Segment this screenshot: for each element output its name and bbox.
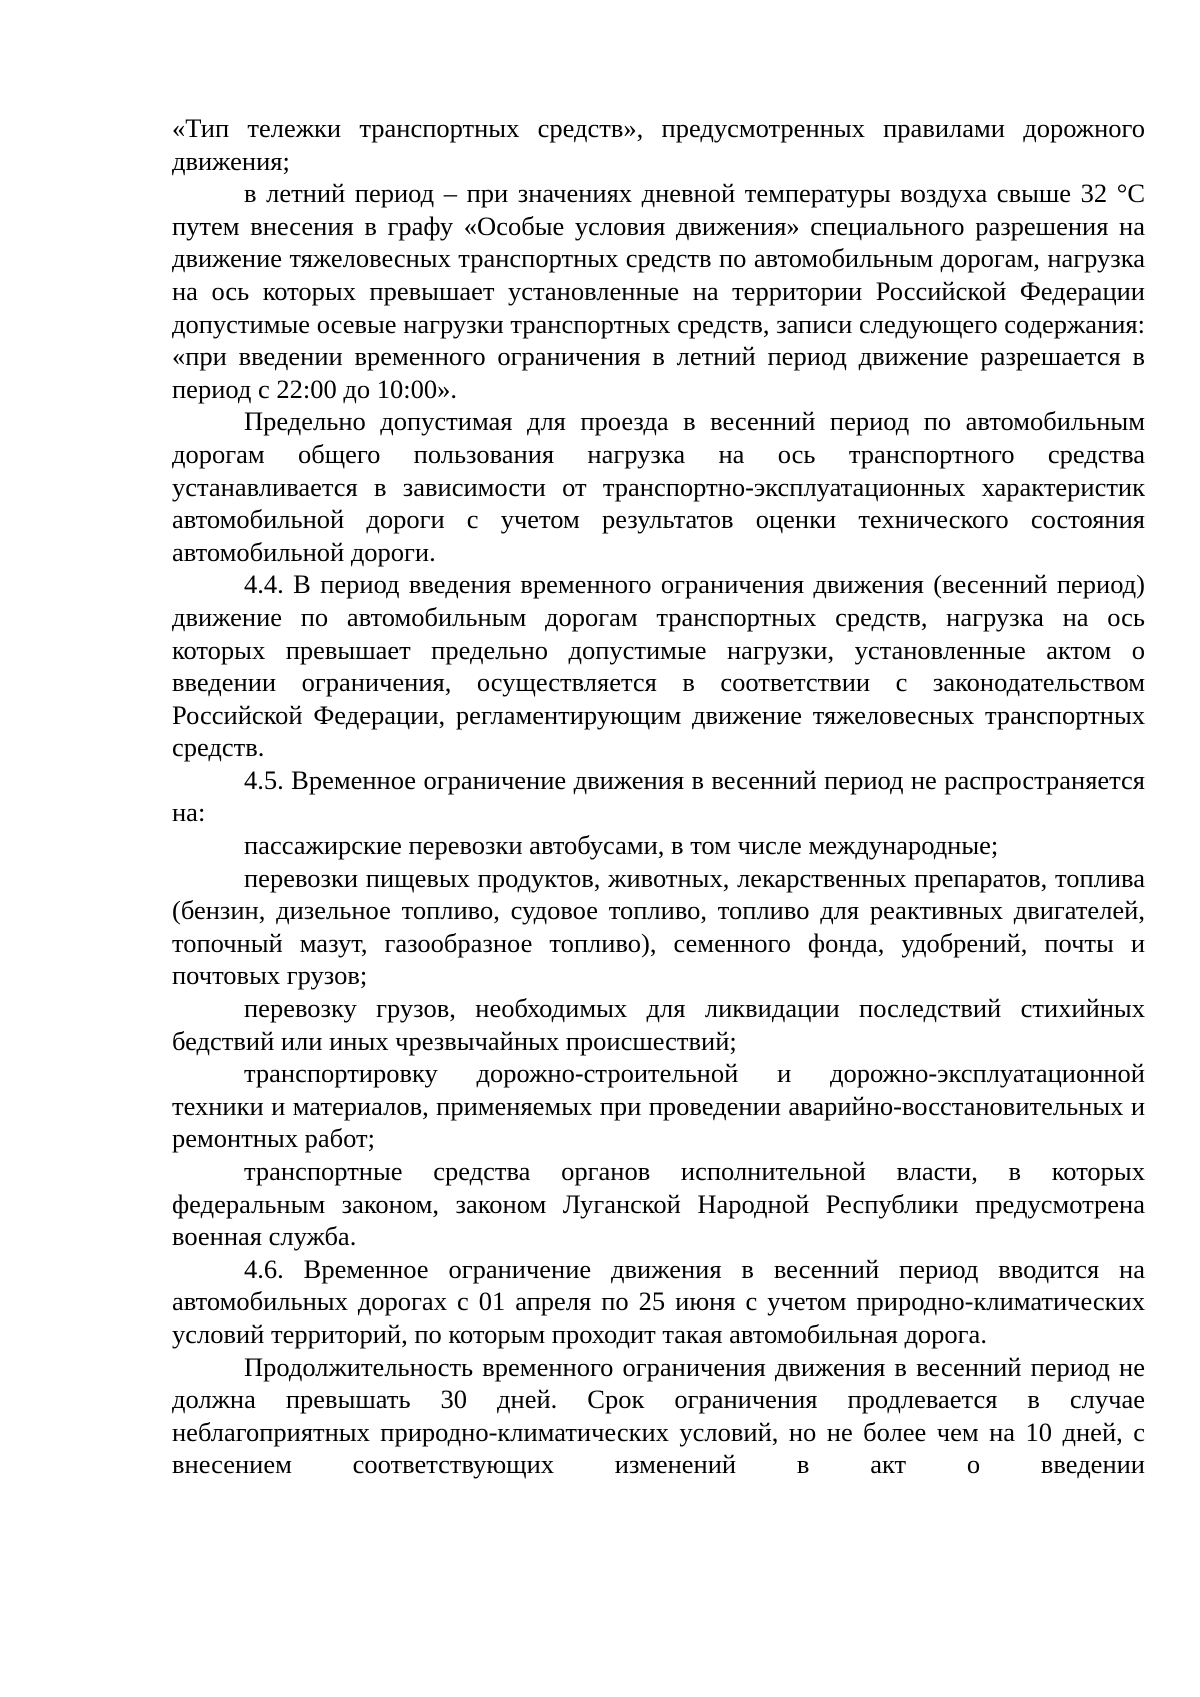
paragraph-cart-type-continuation: «Тип тележки транспортных средств», предусмотренных правилами дорожного движения; bbox=[172, 113, 1145, 176]
paragraph-max-axle-load: Предельно допустимая для проезда в весенний период по автомобильным дорогам общего пользования нагрузка на ось транспортного средства устанавливается в зависимости от транспортно-эксплуатационных характеристик автомобильной дороги с учетом результатов оценки технического состояния автомобильной дороги. bbox=[172, 406, 1145, 567]
paragraph-4-5: 4.5. Временное ограничение движения в весенний период не распространяется на: bbox=[172, 764, 1145, 828]
paragraph-4-4: 4.4. В период введения временного ограничения движения (весенний период) движение по автомобильным дорогам транспортных средств, нагрузка на ось которых превышает предельно допустимые нагрузки, установленные актом о введении ограничения, осуществляется в соответствии с законодательством Российской Федерации, регламентирующим движение тяжеловесных транспортных средств. bbox=[172, 569, 1145, 763]
list-item-government-vehicles: транспортные средства органов исполнительной власти, в которых федеральным законом, законом Луганской Народной Республики предусмотрена военная служба. bbox=[172, 1156, 1145, 1252]
list-item-passenger-transport: пассажирские перевозки автобусами, в том числе международные; bbox=[244, 830, 999, 861]
paragraph-4-6: 4.6. Временное ограничение движения в весенний период вводится на автомобильных дорогах с 01 апреля по 25 июня с учетом природно-климатических условий территорий, по которым проходит такая автомобильная дорога. bbox=[172, 1253, 1145, 1349]
list-item-food-fuel-transport: перевозки пищевых продуктов, животных, лекарственных препаратов, топлива (бензин, дизельное топливо, судовое топливо, топливо для реактивных двигателей, топочный мазут, газообразное топливо), семенного фонда, удобрений, почты и почтовых грузов; bbox=[172, 862, 1145, 991]
paragraph-summer-period: в летний период – при значениях дневной температуры воздуха свыше 32 °С путем внесения в графу «Особые условия движения» специального разрешения на движение тяжеловесных транспортных средств по автомобильным дорогам, нагрузка на ось которых превышает установленные на территории Российской Федерации допустимые осевые нагрузки транспортных средств, записи следующего содержания: «при введении временного ограничения в летний период движение разрешается в период с 22:00 до 10:00». bbox=[172, 178, 1145, 404]
list-item-disaster-cargo: перевозку грузов, необходимых для ликвидации последствий стихийных бедствий или иных чрезвычайных происшествий; bbox=[172, 993, 1145, 1056]
document-body bbox=[172, 112, 1145, 1481]
list-item-road-equipment: транспортировку дорожно-строительной и дорожно-эксплуатационной техники и материалов, применяемых при проведении аварийно-восстановительных и ремонтных работ; bbox=[172, 1058, 1145, 1154]
paragraph-duration: Продолжительность временного ограничения движения в весенний период не должна превышать 30 дней. Срок ограничения продлевается в случае неблагоприятных природно-климатических условий, но не более чем на 10 дней, с внесением соответствующих изменений в акт о введении bbox=[172, 1351, 1145, 1480]
